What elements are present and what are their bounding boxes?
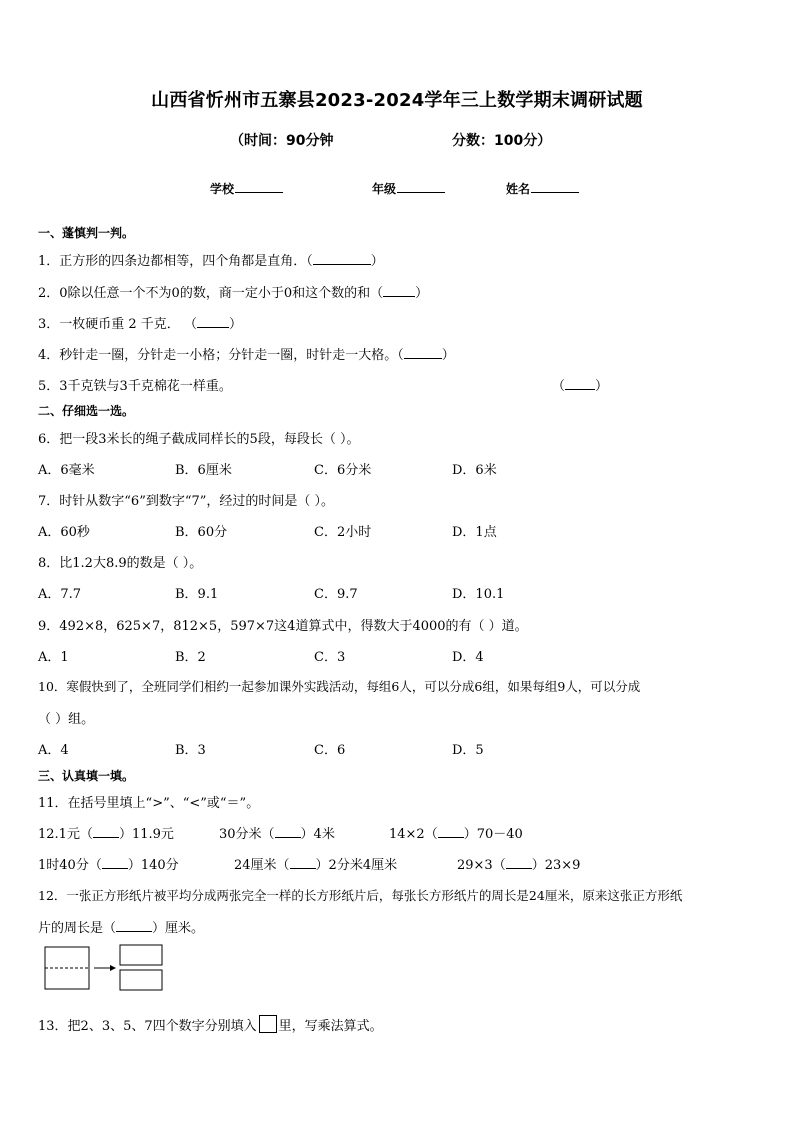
question-4-text: 4．秒针走一圈，分针走一小格；分针走一圈，时针走一大格。（ bbox=[38, 348, 404, 363]
q11-item-1 bbox=[38, 823, 174, 842]
q11-item-5-left: 24厘米（ bbox=[234, 858, 290, 873]
question-13-text: 13．把2、3、5、7四个数字分别填入 bbox=[38, 1019, 257, 1034]
question-3 bbox=[38, 313, 242, 332]
q7-option-c[interactable]: C．2小时 bbox=[314, 525, 372, 540]
question-9: 9．492×8，625×7，812×5，597×7这4道算式中，得数大于4000的有（ ）道。 bbox=[38, 619, 528, 634]
q11-item-3 bbox=[389, 823, 523, 842]
exam-score: 分数：100分） bbox=[452, 133, 552, 149]
q11-item-3-right: ）70－40 bbox=[463, 827, 523, 842]
question-5 bbox=[38, 375, 232, 394]
q11-item-5-right: ）2分米4厘米 bbox=[315, 858, 398, 873]
grade-field[interactable] bbox=[372, 180, 445, 197]
question-8: 8．比1.2大8.9的数是（ ）。 bbox=[38, 556, 203, 571]
q11-blank-1[interactable] bbox=[93, 825, 119, 838]
rectangle-bottom bbox=[120, 970, 162, 990]
q11-item-1-right: ）11.9元 bbox=[118, 827, 174, 842]
q6-option-d[interactable]: D．6米 bbox=[452, 463, 497, 478]
q11-blank-6[interactable] bbox=[506, 856, 532, 869]
q8-option-b[interactable]: B．9.1 bbox=[175, 587, 219, 602]
digit-box[interactable] bbox=[259, 1015, 277, 1033]
name-blank[interactable] bbox=[531, 180, 579, 193]
answer-blank-1[interactable] bbox=[313, 252, 371, 265]
q11-item-2 bbox=[219, 823, 335, 842]
q11-item-1-left: 12.1元（ bbox=[38, 827, 93, 842]
page-title: 山西省忻州市五寨县2023-2024学年三上数学期末调研试题 bbox=[151, 90, 643, 111]
q11-item-4 bbox=[38, 854, 179, 873]
exam-time: （时间：90分钟 bbox=[230, 133, 334, 149]
school-field[interactable] bbox=[210, 180, 283, 197]
q10-option-a[interactable]: A．4 bbox=[38, 743, 69, 758]
q11-blank-4[interactable] bbox=[102, 856, 128, 869]
answer-blank-5[interactable] bbox=[565, 377, 595, 390]
q6-option-c[interactable]: C．6分米 bbox=[314, 463, 372, 478]
q11-item-6 bbox=[457, 854, 580, 873]
question-1 bbox=[38, 250, 384, 269]
question-5-text: 5．3千克铁与3千克棉花一样重。 bbox=[38, 379, 232, 394]
q9-option-b[interactable]: B．2 bbox=[175, 650, 206, 665]
grade-label: 年级 bbox=[372, 182, 397, 196]
q6-option-a[interactable]: A．6毫米 bbox=[38, 463, 95, 478]
q11-item-4-right: ）140分 bbox=[127, 858, 179, 873]
question-10-line-2: （ ）组。 bbox=[38, 712, 95, 727]
answer-blank-3[interactable] bbox=[197, 315, 229, 328]
school-blank[interactable] bbox=[235, 180, 283, 193]
q7-option-a[interactable]: A．60秒 bbox=[38, 525, 90, 540]
q8-option-a[interactable]: A．7.7 bbox=[38, 587, 82, 602]
question-1-text: 1．正方形的四条边都相等，四个角都是直角．（ bbox=[38, 254, 313, 269]
question-10-line-1: 10．寒假快到了，全班同学们相约一起参加课外实践活动，每组6人，可以分成6组，如果每组9人，可以分成 bbox=[38, 679, 641, 694]
question-5-answer bbox=[552, 375, 608, 394]
question-11: 11．在括号里填上“>”、“<”或“＝”。 bbox=[38, 796, 260, 811]
q11-item-4-left: 1时40分（ bbox=[38, 858, 102, 873]
section-3-heading: 三、认真填一填。 bbox=[38, 769, 135, 783]
question-13 bbox=[38, 1015, 383, 1034]
question-7: 7．时针从数字“6”到数字“7”，经过的时间是（ ）。 bbox=[38, 494, 335, 509]
q9-option-d[interactable]: D．4 bbox=[452, 650, 484, 665]
rectangle-top bbox=[120, 945, 162, 965]
question-5-paren: （ bbox=[552, 379, 566, 394]
question-12-line-1: 12．一张正方形纸片被平均分成两张完全一样的长方形纸片后，每张长方形纸片的周长是24厘米，原来这张正方形纸 bbox=[38, 888, 683, 903]
q10-option-c[interactable]: C．6 bbox=[314, 743, 346, 758]
section-2-heading: 二、仔细选一选。 bbox=[38, 404, 135, 418]
q7-option-b[interactable]: B．60分 bbox=[175, 525, 228, 540]
name-label: 姓名 bbox=[506, 182, 531, 196]
question-2-end: ） bbox=[415, 286, 429, 301]
q9-option-c[interactable]: C．3 bbox=[314, 650, 346, 665]
q11-item-2-left: 30分米（ bbox=[219, 827, 275, 842]
question-4-end: ） bbox=[441, 348, 455, 363]
q6-option-b[interactable]: B．6厘米 bbox=[175, 463, 232, 478]
q10-option-b[interactable]: B．3 bbox=[175, 743, 206, 758]
question-6: 6．把一段3米长的绳子截成同样长的5段，每段长（ ）。 bbox=[38, 432, 360, 447]
q11-item-5 bbox=[234, 854, 397, 873]
question-12-text: 片的周长是（ bbox=[38, 921, 117, 936]
answer-blank-2[interactable] bbox=[383, 284, 415, 297]
q11-item-2-right: ）4米 bbox=[300, 827, 335, 842]
q7-option-d[interactable]: D．1点 bbox=[452, 525, 497, 540]
q8-option-c[interactable]: C．9.7 bbox=[314, 587, 358, 602]
question-1-end: ） bbox=[370, 254, 384, 269]
answer-blank-4[interactable] bbox=[404, 346, 442, 359]
answer-blank-12[interactable] bbox=[116, 919, 152, 932]
question-12-line-2 bbox=[38, 917, 204, 936]
q10-option-d[interactable]: D．5 bbox=[452, 743, 484, 758]
q11-blank-3[interactable] bbox=[438, 825, 464, 838]
q11-blank-2[interactable] bbox=[275, 825, 301, 838]
q8-option-d[interactable]: D．10.1 bbox=[452, 587, 505, 602]
q11-item-3-left: 14×2（ bbox=[389, 827, 438, 842]
question-5-end: ） bbox=[595, 379, 609, 394]
question-2-text: 2．0除以任意一个不为0的数，商一定小于0和这个数的和（ bbox=[38, 286, 384, 301]
arrow-head bbox=[110, 965, 116, 971]
section-1-heading: 一、蓬慎判一判。 bbox=[38, 226, 135, 240]
question-12-end: ）厘米。 bbox=[152, 921, 205, 936]
question-3-end: ） bbox=[228, 317, 242, 332]
question-3-text: 3．一枚硬币重 2 千克． （ bbox=[38, 317, 197, 332]
grade-blank[interactable] bbox=[397, 180, 445, 193]
q11-item-6-right: ）23×9 bbox=[531, 858, 581, 873]
question-2 bbox=[38, 282, 428, 301]
school-label: 学校 bbox=[210, 182, 235, 196]
q9-option-a[interactable]: A．1 bbox=[38, 650, 69, 665]
q11-blank-5[interactable] bbox=[290, 856, 316, 869]
square-split-diagram bbox=[44, 943, 168, 993]
name-field[interactable] bbox=[506, 180, 579, 197]
q11-item-6-left: 29×3（ bbox=[457, 858, 506, 873]
question-13-end: 里，写乘法算式。 bbox=[278, 1019, 383, 1034]
question-4 bbox=[38, 344, 455, 363]
